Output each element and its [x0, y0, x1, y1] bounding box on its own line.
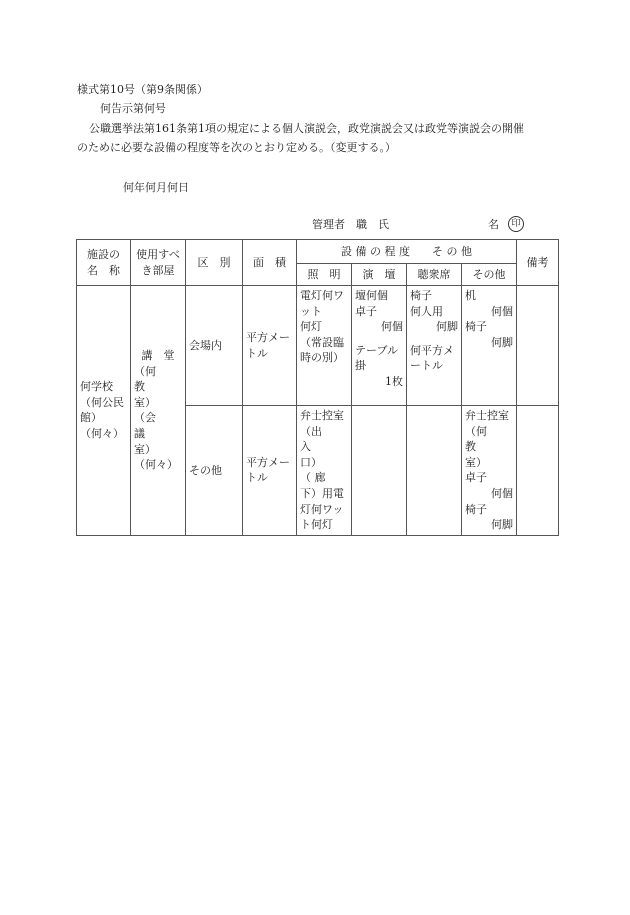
table-row: [77, 286, 559, 406]
body-text-line-1: 公職選挙法第161条第1項の規定による個人演説会，政党演説会又は政党等演説会の開催: [89, 122, 524, 135]
other-cell: 机 何個 椅子 何脚: [462, 286, 517, 406]
facility-name-cell: 何学校 （何公民 館） （何々）: [77, 286, 131, 536]
remarks-cell: [517, 286, 559, 406]
seal-mark: 印: [508, 216, 524, 232]
header-podium: 演 壇: [352, 264, 407, 286]
lighting-cell: 弁士控室 （出 入 口） （ 廊 下）用電 灯何ワッ ト何灯: [297, 406, 352, 536]
podium-cell: 壇何個 卓子 何個 テーブル 掛 1枚: [352, 286, 407, 406]
other-cell: 弁士控室 （何 教 室） 卓子 何個 椅子 何脚: [462, 406, 517, 536]
room-cell: 講 堂 （何 教 室） （会 議 室） （何々）: [131, 286, 186, 536]
header-remarks: 備考: [517, 240, 559, 286]
header-equipment-group: 設 備 の 程 度 そ の 他: [297, 240, 517, 264]
header-division: 区 別: [186, 240, 243, 286]
remarks-cell: [517, 406, 559, 536]
notice-number: 何告示第何号: [100, 102, 166, 115]
header-room: 使用すべ き部屋: [131, 240, 186, 286]
name-label: 名: [488, 218, 499, 231]
equipment-table: [76, 239, 559, 536]
date-line: 何年何月何日: [123, 181, 189, 194]
header-other: その他: [462, 264, 517, 286]
header-facility-name: 施設の 名 称: [77, 240, 131, 286]
form-number: 様式第10号（第9条関係）: [77, 83, 208, 96]
audience-cell: [407, 406, 462, 536]
division-cell: 会場内: [186, 286, 243, 406]
header-area: 面 積: [243, 240, 297, 286]
lighting-cell: 電灯何ワ ット 何灯 （常設臨 時の別）: [297, 286, 352, 406]
manager-signature-line: [312, 217, 521, 233]
area-cell: 平方メー トル: [243, 406, 297, 536]
podium-cell: [352, 406, 407, 536]
body-text-line-2: のために必要な設備の程度等を次のとおり定める。（変更する。）: [77, 141, 396, 154]
header-audience: 聴衆席: [407, 264, 462, 286]
area-cell: 平方メー トル: [243, 286, 297, 406]
audience-cell: 椅子 何人用 何脚 何平方メ ートル: [407, 286, 462, 406]
header-lighting: 照 明: [297, 264, 352, 286]
division-cell: その他: [186, 406, 243, 536]
manager-label: 管理者 職 氏: [312, 218, 389, 231]
